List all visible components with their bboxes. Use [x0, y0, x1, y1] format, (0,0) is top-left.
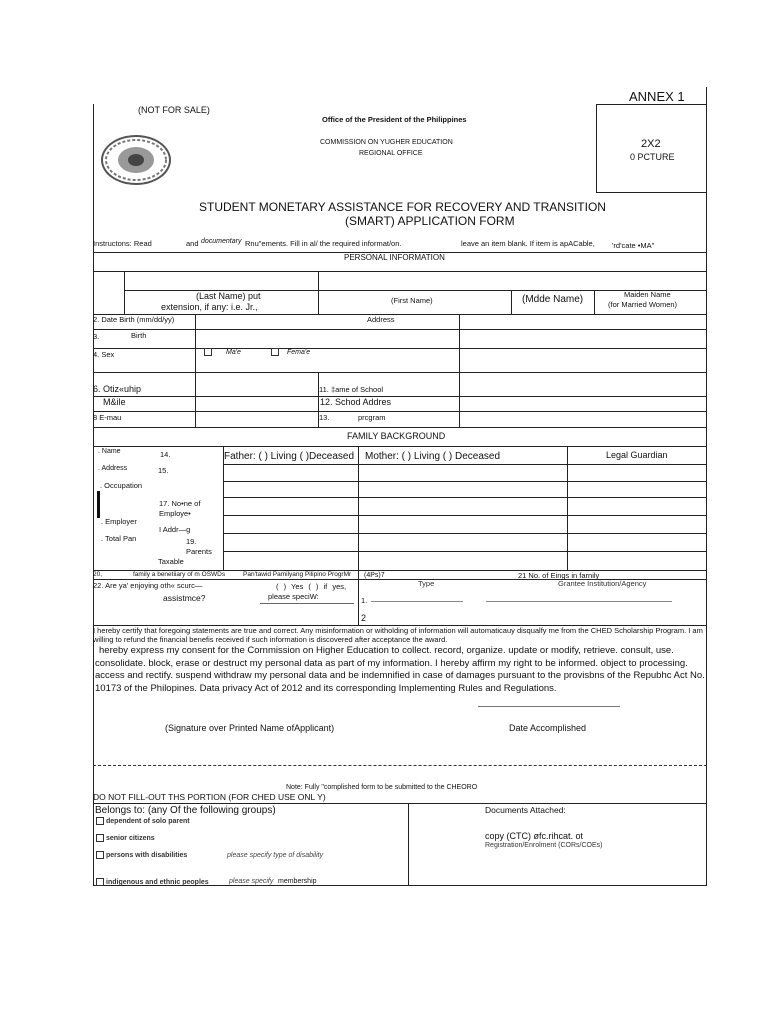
last-name-label: (Last Name) put [196, 291, 261, 301]
ched-only-label: DO NOT FILL-OUT THS PORTION (FOR CHED USE ONL Y) [93, 792, 326, 802]
male-option[interactable]: Ma'e [204, 348, 241, 356]
q22-line2-num: 2 [361, 613, 367, 623]
certification-statement: I hereby certify that foregoing statements are true and correct. Any misinformation or witholding of information will automaticauy disqualfy me from the CHED Scholarship Program. I am willing to refund the financial benefis received if such information is discovered after acceptance the award. [93, 626, 703, 644]
first-name-label: (First Name) [391, 296, 433, 305]
instructions-c: documentary [201, 238, 242, 245]
document-registration: Registration/Enrolment (CORs/COEs) [485, 842, 603, 849]
group-pwd[interactable]: persons with disabilities [96, 851, 187, 859]
regional-office: REGIONAL OFFICE [359, 150, 423, 157]
commission-name: COMMISSION ON YUGHER EDUCATION [320, 139, 453, 146]
group-solo-parent[interactable]: dependent of solo parent [96, 817, 190, 825]
name-extension-label: extension, if any: i.e. Jr., [161, 302, 258, 312]
female-option[interactable]: Fema'e [271, 348, 310, 356]
mother-status[interactable]: Mother: ( ) Living ( ) Deceased [365, 451, 501, 462]
q22-yes-no[interactable]: ( ) Yes ( ) if yes, [276, 582, 347, 591]
legal-guardian-label: Legal Guardian [606, 450, 668, 460]
not-for-sale: (NOT FOR SALE) [138, 105, 210, 115]
q22-line1-num: 1. [361, 596, 368, 605]
family-taxable: Taxable [158, 557, 184, 566]
family-name-label: . Name [98, 448, 121, 455]
group-senior[interactable]: senior citizens [96, 834, 155, 842]
q20-4ps: (4Ps)7 [364, 572, 385, 579]
family-occupation-label: . Occupation [100, 481, 143, 490]
family-addr-label: I Addr—g [159, 525, 191, 534]
family-total-pay-label: . Total Pan [101, 534, 137, 543]
q21-siblings: 21 No. of Eings in farnily [518, 571, 600, 580]
q22-type-header: Type [418, 579, 435, 588]
family-parents: Parents [186, 547, 212, 556]
photo-size: 2X2 [641, 138, 661, 150]
senior-checkbox[interactable] [96, 834, 104, 842]
group-ip[interactable]: indigenous and ethnic peoples [96, 878, 209, 886]
instructions-a: Instructons: Read [93, 239, 152, 248]
birth-num: 3. [93, 332, 100, 341]
form-title-line2: (SMART) APPLICATION FORM [345, 214, 515, 228]
personal-info-header: PERSONAL INFORMATION [344, 253, 445, 262]
ip-checkbox[interactable] [96, 878, 104, 886]
address-label: Address [367, 315, 395, 324]
instructions-e: leave an item blank. If item is apACable, [461, 239, 595, 248]
q22-text: 22. Are ya' enjoying oth« scurc— [93, 581, 203, 590]
mobile-label: M&ile [103, 397, 126, 407]
family-employer-label: . Employer [101, 517, 137, 526]
family-15: 15. [158, 466, 169, 475]
belongs-label: Belongs to: (any Of the following groups) [95, 805, 276, 816]
annex-label: ANNEX 1 [629, 89, 685, 104]
q20-text: family a benetiiary of m OSWDs [133, 571, 226, 578]
q20-program: Pan'tawid Pamilyang Pilipino ProgrMr [243, 571, 352, 578]
photo-label: 0 PCTURE [630, 152, 675, 162]
submission-note: Note: Fully "complished form to be submitted to the CHEORO [286, 784, 478, 791]
instructions-b: and [186, 239, 199, 248]
family-19: 19. [186, 537, 197, 546]
margin-mark [97, 491, 100, 518]
email-label: 8 E-mau [93, 413, 122, 422]
male-checkbox[interactable] [204, 348, 212, 356]
instructions-d: Rnu"ements. Fill in al/ the required informat/on. [245, 239, 402, 248]
program-num: 13. [319, 413, 330, 422]
q22-grantee-header: Grantee Institution/Agency [558, 579, 647, 588]
pwd-checkbox[interactable] [96, 851, 104, 859]
cut-line [93, 765, 707, 766]
school-name-label: 11. ‡ame of School [319, 385, 384, 394]
family-address-label: . Address [98, 465, 128, 472]
form-title-line1: STUDENT MONETARY ASSISTANCE FOR RECOVERY AND TRANSITION [199, 200, 606, 214]
seal-graphic [103, 137, 169, 183]
office-title: Office of the President of the Philippines [322, 115, 467, 124]
family-17b: Employe• [159, 509, 191, 518]
group-ip-specify: please specify [229, 878, 274, 885]
sex-label: 4. Sex [93, 350, 115, 359]
female-checkbox[interactable] [271, 348, 279, 356]
solo-parent-checkbox[interactable] [96, 817, 104, 825]
ched-seal-logo [101, 135, 171, 185]
q22-specify: please speciW: [268, 592, 319, 601]
middle-name-label: (Mdde Name) [522, 294, 584, 305]
father-status[interactable]: Father: ( ) Living ( )Deceased [224, 451, 355, 462]
data-privacy-consent: hereby express my consent for the Cornmission on Higher Education to collect. record, organize. update or modify, retrieve. consult, use. consolidate. block, erase or destruct my personal data as part of my information. I hereby affirm my right to be informed. object to processing. access and rectify. suspend withdraw my personal data and be indemnified in case of damages pursuant to the provisbns of the Repubhc Act No. 10173 of the Philopines. Data privacy Act of 2012 and its corresponding Implementing Rules and Regulations. [95, 645, 705, 694]
instructions-f: 'rd'cate •MA" [612, 241, 655, 250]
documents-title: Documents Attached: [485, 805, 566, 815]
date-accomplished-label: Date Accomplished [509, 723, 587, 733]
program-label: prcgram [358, 413, 386, 422]
group-pwd-specify: please specify type of disability [227, 852, 324, 859]
signature-label: (Signature over Printed Name ofApplicant) [165, 723, 335, 733]
family-17a: 17. No•ne of [159, 499, 201, 508]
q20-num: 20, [93, 571, 103, 578]
citizenship-label: 6. Otiz«uhip [93, 384, 142, 394]
document-ctc: copy (CTC) øfc.rihcat. ot [485, 831, 584, 841]
group-ip-membership: membership [278, 878, 317, 885]
maiden-name-label: Maiden Name [624, 290, 671, 299]
family-14: 14. [160, 450, 171, 459]
dob-label: 2. Date Birth (mm/dd/yy) [93, 315, 175, 324]
q22-assistance: assistmce? [163, 593, 206, 603]
family-header: FAMILY BACKGROUND [347, 431, 446, 441]
school-address-label: 12. Schod Addres [320, 397, 392, 407]
birth-label: Birth [131, 331, 147, 340]
maiden-name-note: (for Married Women) [608, 300, 678, 309]
